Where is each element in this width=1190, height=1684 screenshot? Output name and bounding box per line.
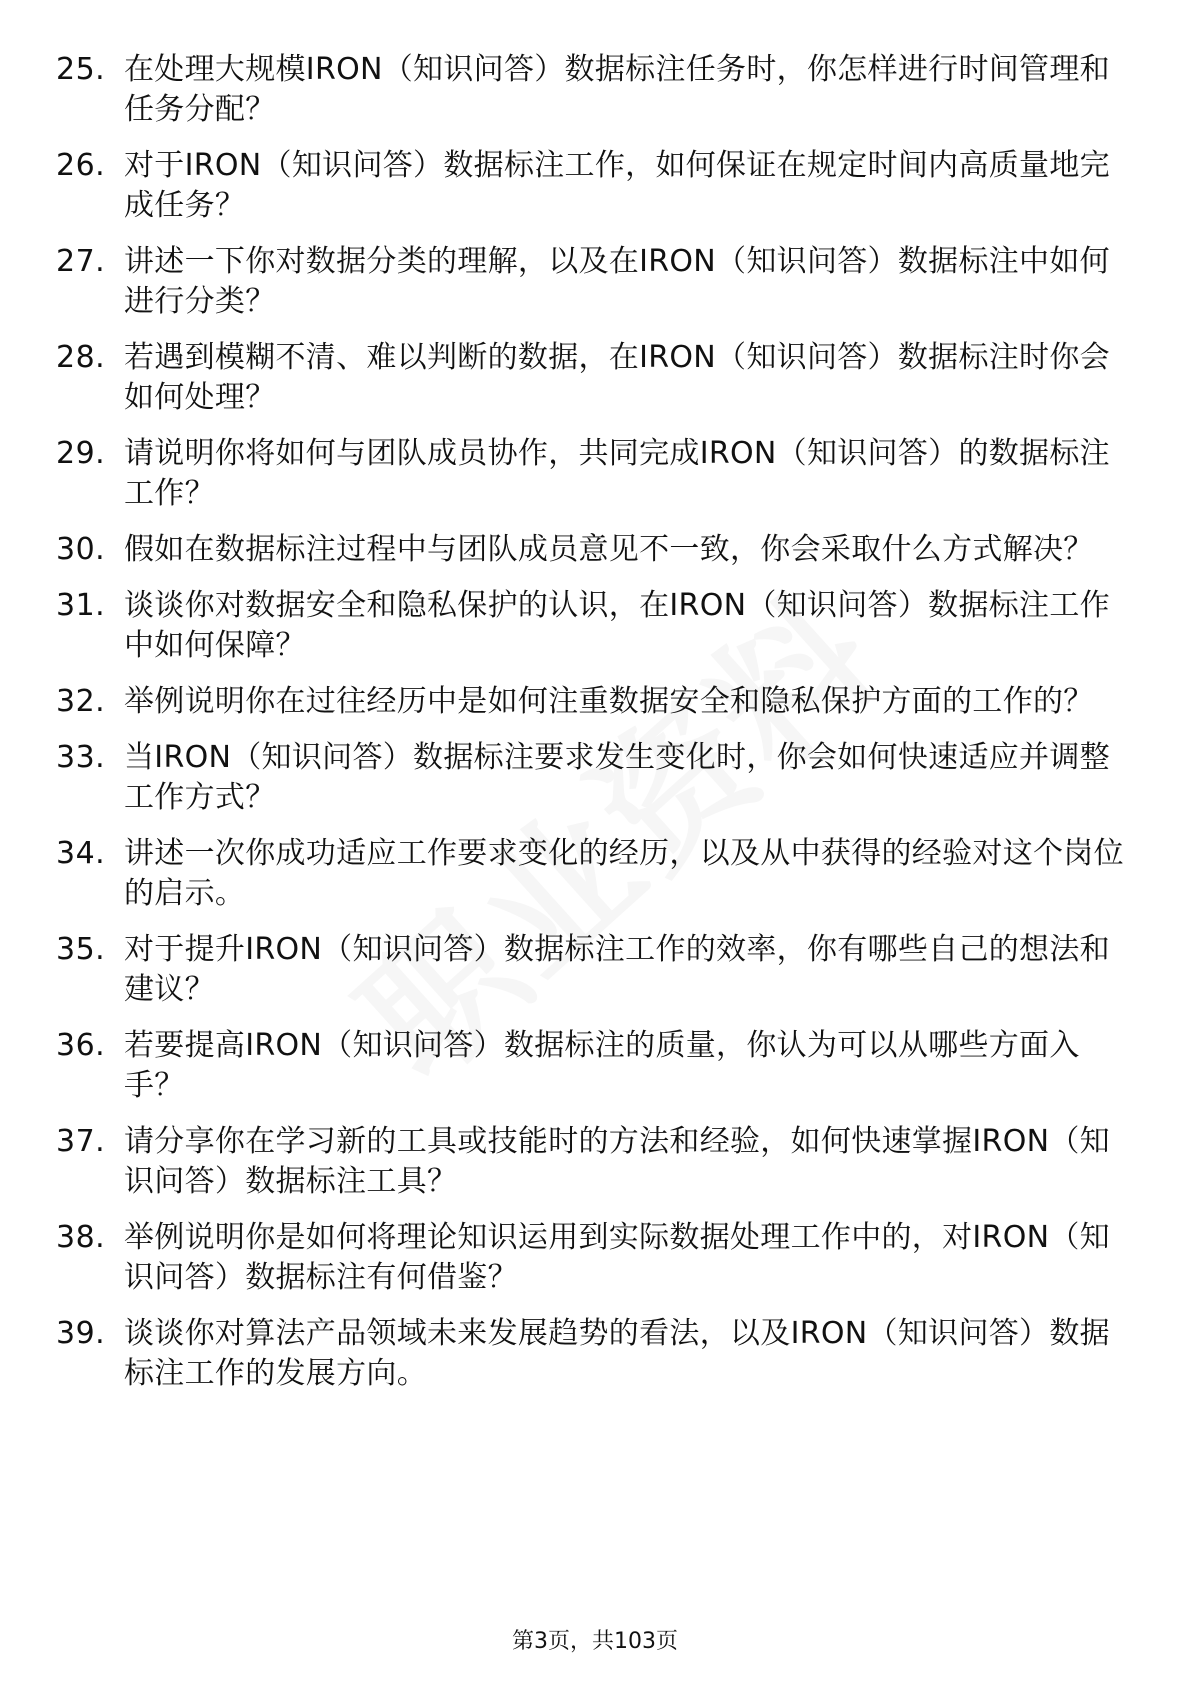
list-item [56, 338, 1136, 418]
question-text: 假如在数据标注过程中与团队成员意见不一致，你会采取什么方式解决？ [124, 532, 1094, 567]
question-number: 26. [56, 148, 106, 183]
question-text: 对于IRON（知识问答）数据标注工作，如何保证在规定时间内高质量地完成任务？ [124, 148, 1110, 223]
list-item [56, 586, 1136, 666]
question-number: 35. [56, 932, 106, 967]
question-text: 在处理大规模IRON（知识问答）数据标注任务时，你怎样进行时间管理和任务分配？ [124, 52, 1110, 127]
question-text: 举例说明你在过往经历中是如何注重数据安全和隐私保护方面的工作的？ [124, 684, 1094, 719]
question-number: 28. [56, 340, 106, 375]
question-list [56, 50, 1136, 1410]
question-text: 谈谈你对数据安全和隐私保护的认识，在IRON（知识问答）数据标注工作中如何保障？ [124, 588, 1110, 663]
list-item [56, 1122, 1136, 1202]
question-text: 请分享你在学习新的工具或技能时的方法和经验，如何快速掌握IRON（知识问答）数据标注工具？ [124, 1124, 1110, 1199]
question-number: 38. [56, 1220, 106, 1255]
list-item [56, 1314, 1136, 1394]
question-text: 请说明你将如何与团队成员协作，共同完成IRON（知识问答）的数据标注工作？ [124, 436, 1110, 511]
question-number: 29. [56, 436, 106, 471]
question-text: 当IRON（知识问答）数据标注要求发生变化时，你会如何快速适应并调整工作方式？ [124, 740, 1110, 815]
question-text: 若遇到模糊不清、难以判断的数据，在IRON（知识问答）数据标注时你会如何处理？ [124, 340, 1110, 415]
question-text: 若要提高IRON（知识问答）数据标注的质量，你认为可以从哪些方面入手？ [124, 1028, 1080, 1103]
list-item [56, 530, 1136, 570]
list-item [56, 1026, 1136, 1106]
question-number: 33. [56, 740, 106, 775]
list-item [56, 146, 1136, 226]
question-text: 讲述一下你对数据分类的理解，以及在IRON（知识问答）数据标注中如何进行分类？ [124, 244, 1110, 319]
list-item [56, 682, 1136, 722]
question-number: 30. [56, 532, 106, 567]
page-number-footer: 第3页，共103页 [512, 1629, 678, 1654]
question-number: 36. [56, 1028, 106, 1063]
list-item [56, 930, 1136, 1010]
question-number: 39. [56, 1316, 106, 1351]
list-item [56, 242, 1136, 322]
question-number: 25. [56, 52, 106, 87]
question-text: 讲述一次你成功适应工作要求变化的经历，以及从中获得的经验对这个岗位的启示。 [124, 836, 1124, 911]
question-number: 37. [56, 1124, 106, 1159]
list-item [56, 50, 1136, 130]
question-number: 34. [56, 836, 106, 871]
list-item [56, 1218, 1136, 1298]
question-text: 谈谈你对算法产品领域未来发展趋势的看法，以及IRON（知识问答）数据标注工作的发展方向。 [124, 1316, 1110, 1391]
question-number: 31. [56, 588, 106, 623]
list-item [56, 738, 1136, 818]
question-number: 32. [56, 684, 106, 719]
question-text: 对于提升IRON（知识问答）数据标注工作的效率，你有哪些自己的想法和建议？ [124, 932, 1110, 1007]
list-item [56, 434, 1136, 514]
question-number: 27. [56, 244, 106, 279]
list-item [56, 834, 1136, 914]
question-text: 举例说明你是如何将理论知识运用到实际数据处理工作中的，对IRON（知识问答）数据标注有何借鉴？ [124, 1220, 1110, 1295]
